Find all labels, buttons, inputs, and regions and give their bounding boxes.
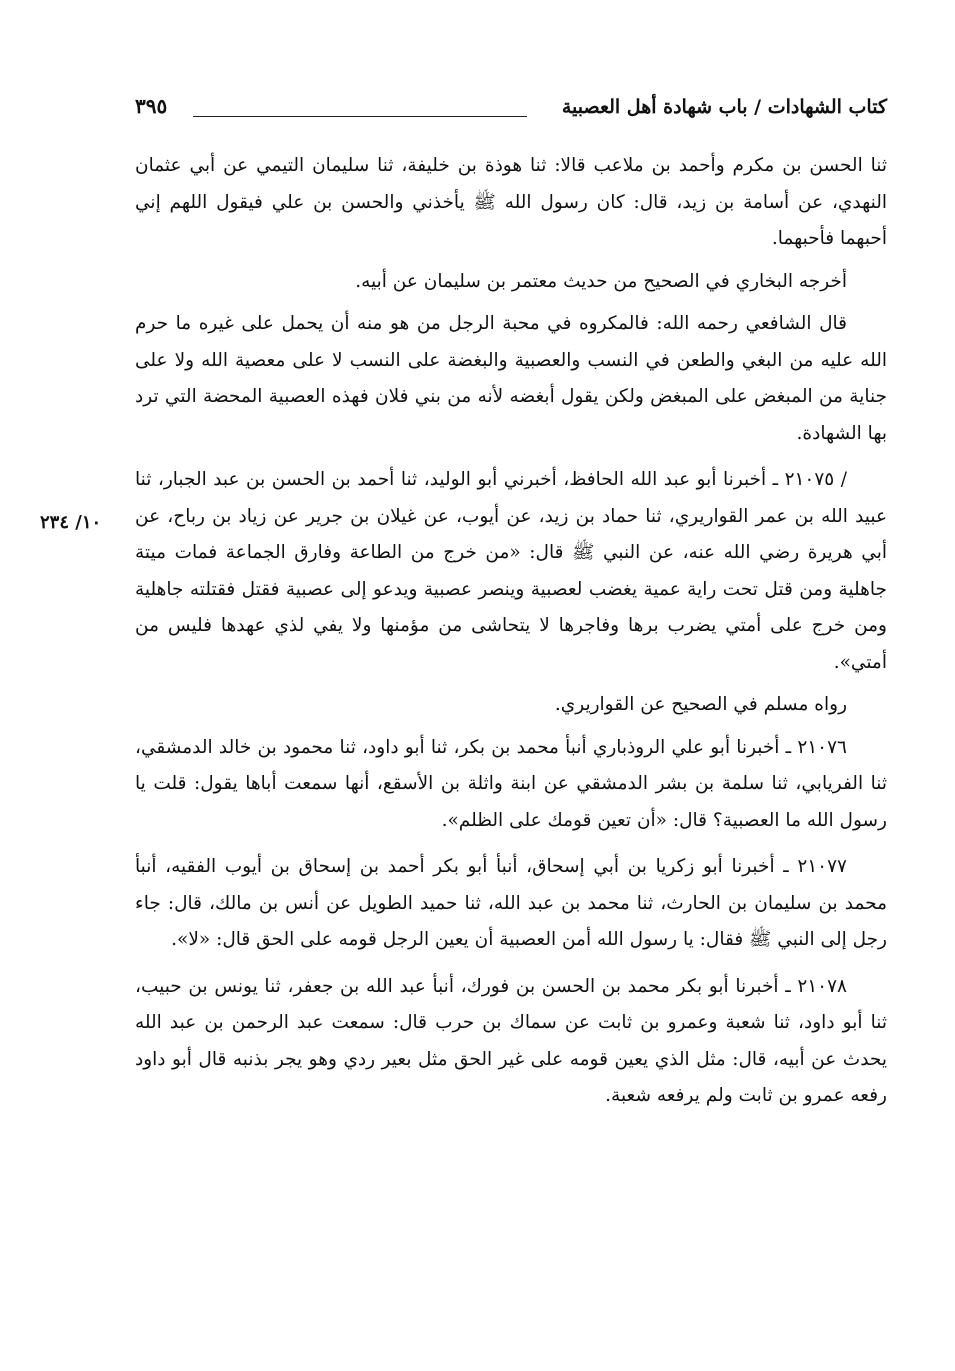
header-rule [193,116,527,117]
paragraph-takhrij-bukhari: أخرجه البخاري في الصحيح من حديث معتمر بن سليمان عن أبيه. [355,270,847,292]
paragraph-hadith-21075: / ٢١٠٧٥ ـ أخبرنا أبو عبد الله الحافظ، أخبرني أبو الوليد، ثنا أحمد بن الحسن بن عبد الجبار، ثنا عبيد الله بن عمر القواريري، ثنا حماد بن زيد، عن أيوب، عن غيلان بن جرير عن زياد بن رباح، عن أبي هريرة رضي الله عنه، عن النبي ﷺ قال: «من خرج من الطاعة وفارق الجماعة فمات ميتة جاهلية ومن قتل تحت راية عمية يغضب لعصبية وينصر عصبية ويدعو إلى عصبية فقتل فقتلته جاهلية ومن خرج على أمتي يضرب برها وفاجرها لا يتحاشى من مؤمنها ولا يفي لذي عهدها فليس من أمتي». [135,469,887,673]
page-number: ٣٩٥ [135,94,168,118]
paragraph-takhrij-muslim: رواه مسلم في الصحيح عن القواريري. [554,694,847,715]
paragraph-hadith-21078: ٢١٠٧٨ ـ أخبرنا أبو بكر محمد بن الحسن بن فورك، أنبأ عبد الله بن جعفر، ثنا يونس بن حبيب، ثنا أبو داود، ثنا شعبة وعمرو بن ثابت عن سماك بن حرب قال: سمعت عبد الرحمن بن عبد الله يحدث عن أبيه، قال: مثل الذي يعين قومه على غير الحق مثل بعير ردي وهو يجر بذنبه قال أبو داود رفعه عمرو بن ثابت ولم يرفعه شعبة. [135,975,887,1106]
running-header [135,92,887,132]
paragraph-hadith-21077: ٢١٠٧٧ ـ أخبرنا أبو زكريا بن أبي إسحاق، أنبأ أبو بكر أحمد بن إسحاق بن أيوب الفقيه، أنبأ محمد بن سليمان بن الحارث، ثنا محمد بن عبد الله، ثنا حميد الطويل عن أنس بن مالك، قال: جاء رجل إلى النبي ﷺ فقال: يا رسول الله أمن العصبية أن يعين الرجل قومه على الحق قال: «لا». [135,856,887,950]
paragraph-shafii-statement: قال الشافعي رحمه الله: فالمكروه في محبة الرجل من هو منه أن يحمل على غيره ما حرم الله عليه من البغي والطعن في النسب والعصبية والبغضة على النسب لا على معصية الله ولا على جناية من المبغض على المبغض ولكن يقول أبغضه لأنه من بني فلان فهذه العصبية المحضة التي ترد بها الشهادة. [135,313,887,444]
margin-volume-page-reference: ١٠/ ٢٣٤ [40,512,102,533]
paragraph-hadith-21076: ٢١٠٧٦ ـ أخبرنا أبو علي الروذباري أنبأ محمد بن بكر، ثنا أبو داود، ثنا محمود بن خالد الدمشقي، ثنا الفريابي، ثنا سلمة بن بشر الدمشقي عن ابنة واثلة بن الأسقع، أنها سمعت أباها يقول: قلت يا رسول الله ما العصبية؟ قال: «أن تعين قومك على الظلم». [135,736,887,831]
main-text [135,148,887,1121]
paragraph-hadith-continuation: ثنا الحسن بن مكرم وأحمد بن ملاعب قالا: ثنا هوذة بن خليفة، ثنا سليمان التيمي عن أبي عثمان النهدي، عن أسامة بن زيد، قال: كان رسول الله ﷺ يأخذني والحسن بن علي فيقول اللهم إني أحبهما فأحبهما. [135,155,887,249]
header-title: كتاب الشهادات / باب شهادة أهل العصبية [561,96,887,118]
